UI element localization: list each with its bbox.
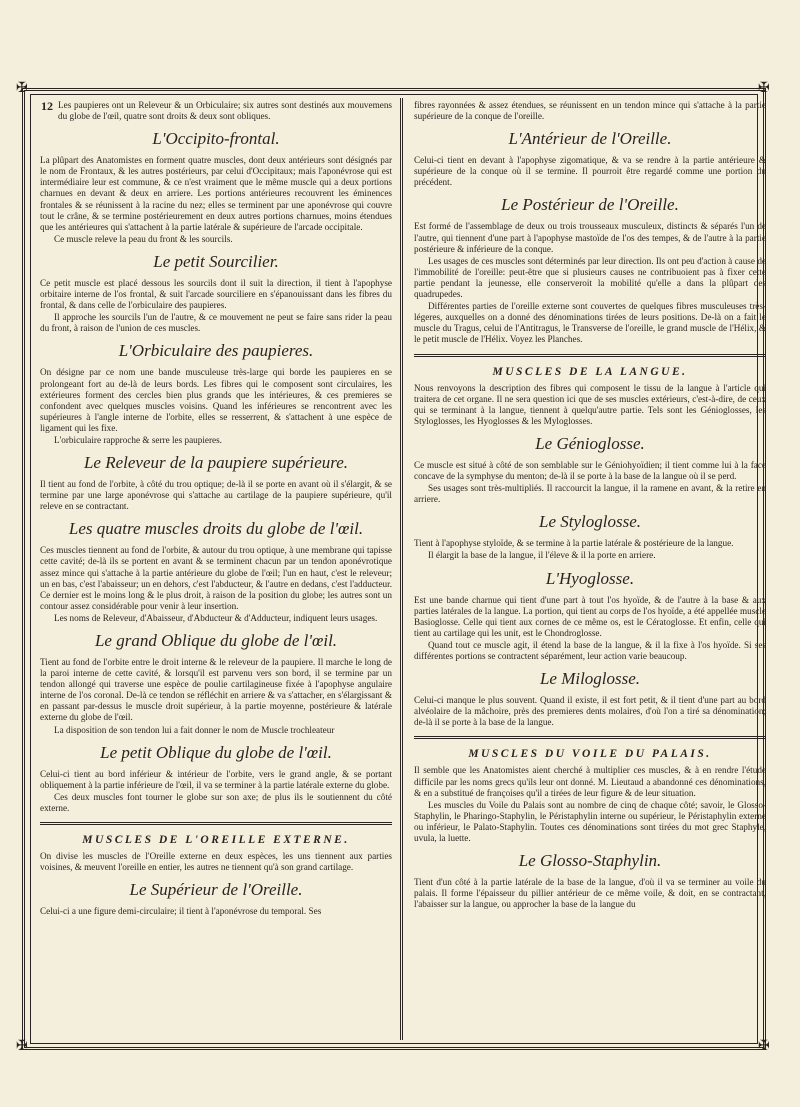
- section-title: Le Miloglosse.: [539, 669, 641, 689]
- section-title: Les quatre muscles droits du globe de l'œil.: [68, 519, 364, 539]
- corner-ornament-icon: ✠: [16, 81, 28, 96]
- left-column: [40, 100, 392, 1038]
- column-divider: [400, 98, 403, 1040]
- paragraph: Il élargit la base de la langue, il l'éleve & il la porte en arriere.: [428, 550, 656, 561]
- section-title: Le petit Oblique du globe de l'œil.: [100, 742, 332, 762]
- paragraph: Celui-ci manque le plus souvent. Quand il existe, il est fort petit, & il tient d'une part au bord alvéolaire de la mâchoire, près des premieres dents molaires, d'où l'on a tiré sa dénomination; de-là il se porte à la base de la langue.: [414, 695, 766, 728]
- paragraph: Ce muscle est situé à côté de son semblable sur le Géniohyoïdien; il tient comme lui à la face concave de la symphyse du menton; de-là il se porte à la base de la langue où il se perd.: [414, 459, 766, 482]
- page-number: 12: [41, 99, 53, 113]
- paragraph: Celui-ci a une figure demi-circulaire; il tient à l'aponévrose du temporal. Ses: [40, 906, 322, 917]
- paragraph: La disposition de son tendon lui a fait donner le nom de Muscle trochleateur: [54, 724, 335, 735]
- paragraph: Ce petit muscle est placé dessous les sourcils dont il suit la direction, il tient à l'apophyse orbitaire interne de l'os frontal, & suit l'arcade sourciliere en s'épanouissant dans les fibres du frontal, & dans celle de l'orbiculaire des paupieres.: [40, 277, 392, 311]
- corner-ornament-icon: ✠: [16, 1039, 28, 1054]
- section-rule: [414, 736, 766, 739]
- chapter-heading: MUSCLES DU VOILE DU PALAIS.: [468, 748, 712, 761]
- paragraph: Tient à l'apophyse styloïde, & se termine à la partie latérale & postérieure de la langue.: [414, 538, 734, 549]
- paragraph: Différentes parties de l'oreille externe sont couvertes de quelques fibres musculeuses très-légeres, auxquelles on a donné des dénominations tirées de leurs positions. De-là on a fait le muscle du Tragus, celui de l'Antitragus, le Transverse de l'oreille, le grand muscle de l'Hélix, & le petit muscle de l'Hélix. Voyez les Planches.: [414, 301, 766, 345]
- paragraph: On divise les muscles de l'Oreille externe en deux espèces, les uns tiennent aux parties voisines, & meuvent l'oreille en entier, les autres ne tiennent qu'à son grand cartilage.: [40, 851, 392, 873]
- paragraph: Quand tout ce muscle agit, il étend la base de la langue, & il la fixe à l'os hyoïde. Si ses différentes portions se contractent séparément, leur action varie beaucoup.: [414, 639, 766, 661]
- paragraph: Ces muscles tiennent au fond de l'orbite, & autour du trou optique, à une membrane qui tapisse cette cavité; de-là ils se portent en avant & se terminent chacun par un tendon aponévrotique assez mince qui s'attache à la partie antérieure du globe de l'œil; l'un en haut, c'est le releveur; un en bas, c'est l'abaisseur; un en dehors, c'est l'abducteur, & l'autre en dedans, c'est l'adducteur. Ce dernier est le moins long & le plus droit, à raison de la position du globe; les autres sont un contour assez considérable pour venir à leur insertion.: [40, 545, 392, 611]
- section-title: Le Postérieur de l'Oreille.: [501, 195, 679, 215]
- right-column: [414, 100, 766, 1038]
- paragraph: On désigne par ce nom une bande musculeuse très-large qui borde les paupieres en se prolongeant fort au de-là de leurs bords. Les fibres qui le composent sont circulaires, les extérieures forment des cercles bien plus grands que les intérieures, & ces premieres se confondent avec quelques muscles voisins. Quand les inférieures se rencontrent avec les supérieures à l'angle interne de l'orbite, elles se resserrent, & s'attachent à une espèce de ligament qui les fixe.: [40, 367, 392, 433]
- paragraph: L'orbiculaire rapproche & serre les paupieres.: [54, 434, 222, 445]
- corner-ornament-icon: ✠: [758, 81, 770, 96]
- paragraph: Est une bande charnue qui tient d'une part à tout l'os hyoïde, & de l'autre à la base & aux parties latérales de la langue. La portion, qui tient au corps de l'os hyoïde, a été appellée muscle Basioglosse. Celle qui tient aux cornes de ce même os, est le Cératoglosse. Et enfin, celle qui tient au cartilage qui les unit, est le Chondroglosse.: [414, 594, 766, 638]
- paragraph: Celui-ci tient au bord inférieur & intérieur de l'orbite, vers le grand angle, & se portant obliquement à la partie inférieure de l'œil, il va se terminer à la partie latérale externe du globe.: [40, 768, 392, 790]
- paragraph: Les muscles du Voile du Palais sont au nombre de cinq de chaque côté; savoir, le Glosso-Staphylin, le Pharingo-Staphylin, le Péristaphylin interne ou supérieur, le Péristaphylin externe ou inférieur, le Palato-Staphylin. Toutes ces dénominations sont tirées du mot grec Staphyle, uvula, la luette.: [414, 799, 766, 844]
- paragraph: fibres rayonnées & assez étendues, se réunissent en un tendon mince qui s'attache à la partie supérieure de la conque de l'oreille.: [414, 100, 766, 122]
- paragraph: Les noms de Releveur, d'Abaisseur, d'Abducteur & d'Adducteur, indiquent leurs usages.: [54, 612, 378, 623]
- section-title: Le petit Sourcilier.: [153, 251, 279, 271]
- paragraph: Les usages de ces muscles sont déterminés par leur direction. Ils ont peu d'action à cause de l'immobilité de l'oreille: peut-être que si plusieurs causes ne contribuoient pas à fixer cette partie pendant la jeunesse, elle conserveroit la mobilité qu'elle a dans la plûpart des quadrupedes.: [414, 255, 766, 300]
- paragraph: Ses usages sont très-multipliés. Il raccourcit la langue, il la ramene en avant, & la retire en arriere.: [414, 483, 766, 505]
- section-title: Le Glosso-Staphylin.: [518, 851, 662, 871]
- section-title: Le grand Oblique du globe de l'œil.: [94, 631, 338, 650]
- paragraph: Tient d'un côté à la partie latérale de la base de la langue, d'où il va se terminer au voile du palais. Il forme l'épaisseur du pillier antérieur de ce même voile, & doit, en se contractant, l'abaisser sur la langue, ou approcher la base de la langue du: [414, 877, 766, 910]
- section-title: L'Occipito-frontal.: [152, 129, 280, 149]
- chapter-heading: MUSCLES DE LA LANGUE.: [492, 365, 688, 378]
- section-title: L'Hyoglosse.: [545, 568, 635, 588]
- paragraph: Nous renvoyons la description des fibres qui composent le tissu de la langue à l'article qui traitera de cet organe. Il ne sera question ici que de ses muscles extérieurs, c'est-à-dire, de ceux qui se terminant à la langue, tiennent à quelqu'autre partie. Tels sont les Génioglosses, les Styloglosses, les Hyoglosses & les Myloglosses.: [414, 382, 766, 426]
- section-rule: [414, 354, 766, 357]
- paragraph: Il approche les sourcils l'un de l'autre, & ce mouvement ne peut se faire sans rider la peau du front, à raison de l'union de ces muscles.: [40, 312, 392, 334]
- paragraph: Ce muscle releve la peau du front & les sourcils.: [54, 233, 233, 244]
- section-title: Le Styloglosse.: [539, 512, 641, 532]
- corner-ornament-icon: ✠: [758, 1039, 770, 1054]
- section-title: Le Supérieur de l'Oreille.: [129, 880, 303, 900]
- section-title: L'Orbiculaire des paupieres.: [118, 341, 314, 361]
- paragraph: La plûpart des Anatomistes en forment quatre muscles, dont deux antérieurs sont désignés par le nom de Frontaux, & les autres postérieurs, par celui d'Occipitaux; mais l'aponévrose qui est intermédiaire leur est commune, & ce n'est vraiment que le même muscle qui a deux portions charnues en devant & deux en arriere. Les portions antérieures recouvrent les éminences frontales & se réunissent à la racine du nez; elles se terminent par une aponévrose qui couvre tout le crâne, & se termine postérieurement en deux autres portions charnues, moins étendues que les antérieures qui s'attachent à la partie latérale & supérieure de l'arcade occipitale.: [40, 155, 392, 232]
- paragraph: Il tient au fond de l'orbite, à côté du trou optique; de-là il se porte en avant où il s'élargit, & se termine par une large aponévrose qui s'attache au cartilage de la paupiere supérieure, qu'il releve en se contractant.: [40, 479, 392, 512]
- section-title: Le Releveur de la paupiere supérieure.: [83, 453, 349, 473]
- intro-paragraph: Les paupieres ont un Releveur & un Orbiculaire; six autres sont destinés aux mouvemens du globe de l'œil, quatre sont droits & deux sont obliques.: [58, 100, 392, 122]
- section-title: L'Antérieur de l'Oreille.: [508, 129, 672, 149]
- paragraph: Celui-ci tient en devant à l'apophyse zigomatique, & va se rendre à la partie antérieure & supérieure de la conque où il se termine. Il pourroit être regardé comme une portion du précédent.: [414, 155, 766, 188]
- paragraph: Est formé de l'assemblage de deux ou trois trousseaux musculeux, distincts & séparés l'un de l'autre, qui tiennent d'une part à l'apophyse mastoïde de l'os des tempes, & de l'autre à la partie postérieure & inférieure de la conque.: [414, 221, 766, 254]
- paragraph: Tient au fond de l'orbite entre le droit interne & le releveur de la paupiere. Il marche le long de la paroi interne de cette cavité, & lorsqu'il est parvenu vers son bord, il se termine par un tendon allongé qui traverse une espèce de poulie cartilagineuse fixée à l'apophyse angulaire interne de l'os coronal. De-là ce tendon se réfléchit en arriere & va s'attacher, en s'élargissant & en passant par-dessus le muscle droit supérieur, à la partie moyenne, postérieure & latérale externe du globe de l'œil.: [40, 657, 392, 723]
- chapter-heading: MUSCLES DE L'OREILLE EXTERNE.: [82, 834, 350, 847]
- section-rule: [40, 822, 392, 825]
- paragraph: Il semble que les Anatomistes aient cherché à multiplier ces muscles, & à en rendre l'étude difficile par les noms grecs qu'ils leur ont donné. M. Lieutaud a abandonné ces dénominations, & en a substitué de françoises qu'il a tirées de leur figure & de leur situation.: [414, 765, 766, 798]
- paragraph: Ces deux muscles font tourner le globe sur son axe; de plus ils le soutiennent du côté externe.: [40, 791, 392, 813]
- section-title: Le Génioglosse.: [535, 433, 645, 453]
